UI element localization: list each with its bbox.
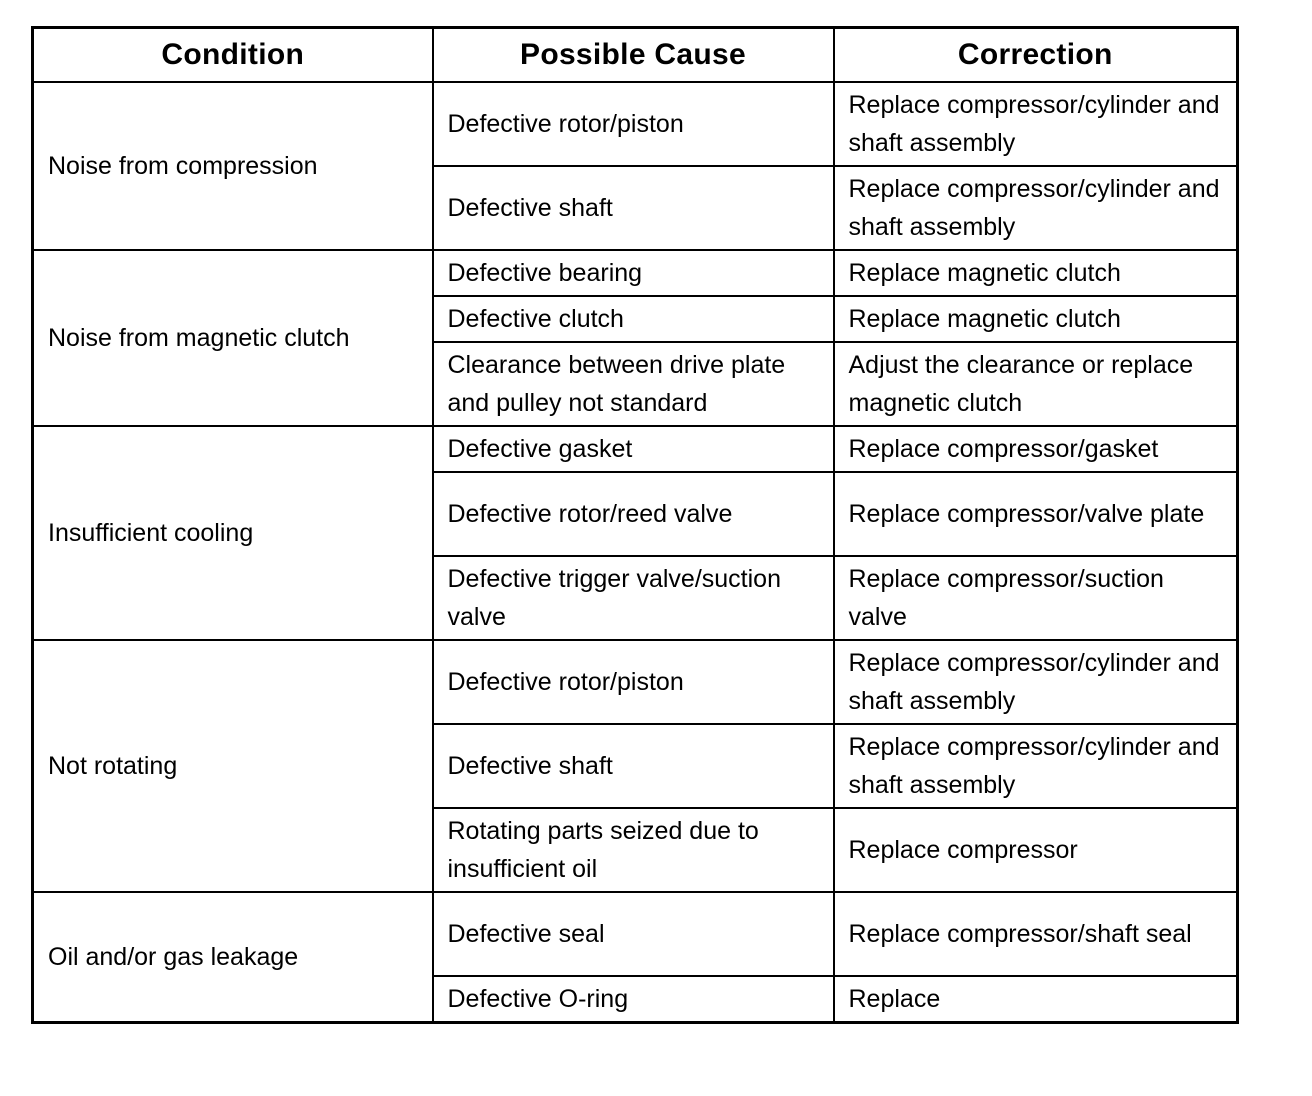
correction-cell: Replace compressor/cylinder and shaft assembly bbox=[834, 724, 1238, 808]
table-row bbox=[33, 426, 1238, 472]
cause-cell: Defective seal bbox=[433, 892, 834, 976]
correction-cell: Adjust the clearance or replace magnetic clutch bbox=[834, 342, 1238, 426]
table-row bbox=[33, 82, 1238, 166]
correction-cell: Replace compressor/suction valve bbox=[834, 556, 1238, 640]
header-correction: Correction bbox=[834, 28, 1238, 83]
cause-cell: Defective gasket bbox=[433, 426, 834, 472]
cause-cell: Defective rotor/piston bbox=[433, 82, 834, 166]
cause-cell: Defective rotor/reed valve bbox=[433, 472, 834, 556]
correction-cell: Replace compressor/cylinder and shaft assembly bbox=[834, 640, 1238, 724]
cause-cell: Defective shaft bbox=[433, 724, 834, 808]
condition-cell: Insufficient cooling bbox=[33, 426, 433, 640]
table-row bbox=[33, 640, 1238, 724]
correction-cell: Replace magnetic clutch bbox=[834, 250, 1238, 296]
cause-cell: Defective trigger valve/suction valve bbox=[433, 556, 834, 640]
correction-cell: Replace compressor/valve plate bbox=[834, 472, 1238, 556]
header-possible-cause: Possible Cause bbox=[433, 28, 834, 83]
cause-cell: Defective clutch bbox=[433, 296, 834, 342]
header-row bbox=[33, 28, 1238, 83]
cause-cell: Defective bearing bbox=[433, 250, 834, 296]
correction-cell: Replace compressor/shaft seal bbox=[834, 892, 1238, 976]
condition-cell: Noise from magnetic clutch bbox=[33, 250, 433, 426]
correction-cell: Replace magnetic clutch bbox=[834, 296, 1238, 342]
cause-cell: Defective O-ring bbox=[433, 976, 834, 1023]
troubleshooting-table bbox=[31, 26, 1239, 1024]
cause-cell: Defective shaft bbox=[433, 166, 834, 250]
correction-cell: Replace bbox=[834, 976, 1238, 1023]
condition-cell: Oil and/or gas leakage bbox=[33, 892, 433, 1023]
cause-cell: Rotating parts seized due to insufficient oil bbox=[433, 808, 834, 892]
condition-cell: Noise from compression bbox=[33, 82, 433, 250]
correction-cell: Replace compressor/cylinder and shaft assembly bbox=[834, 82, 1238, 166]
cause-cell: Defective rotor/piston bbox=[433, 640, 834, 724]
correction-cell: Replace compressor/cylinder and shaft assembly bbox=[834, 166, 1238, 250]
table-row bbox=[33, 892, 1238, 976]
table-row bbox=[33, 250, 1238, 296]
correction-cell: Replace compressor bbox=[834, 808, 1238, 892]
cause-cell: Clearance between drive plate and pulley not standard bbox=[433, 342, 834, 426]
correction-cell: Replace compressor/gasket bbox=[834, 426, 1238, 472]
condition-cell: Not rotating bbox=[33, 640, 433, 892]
header-condition: Condition bbox=[33, 28, 433, 83]
